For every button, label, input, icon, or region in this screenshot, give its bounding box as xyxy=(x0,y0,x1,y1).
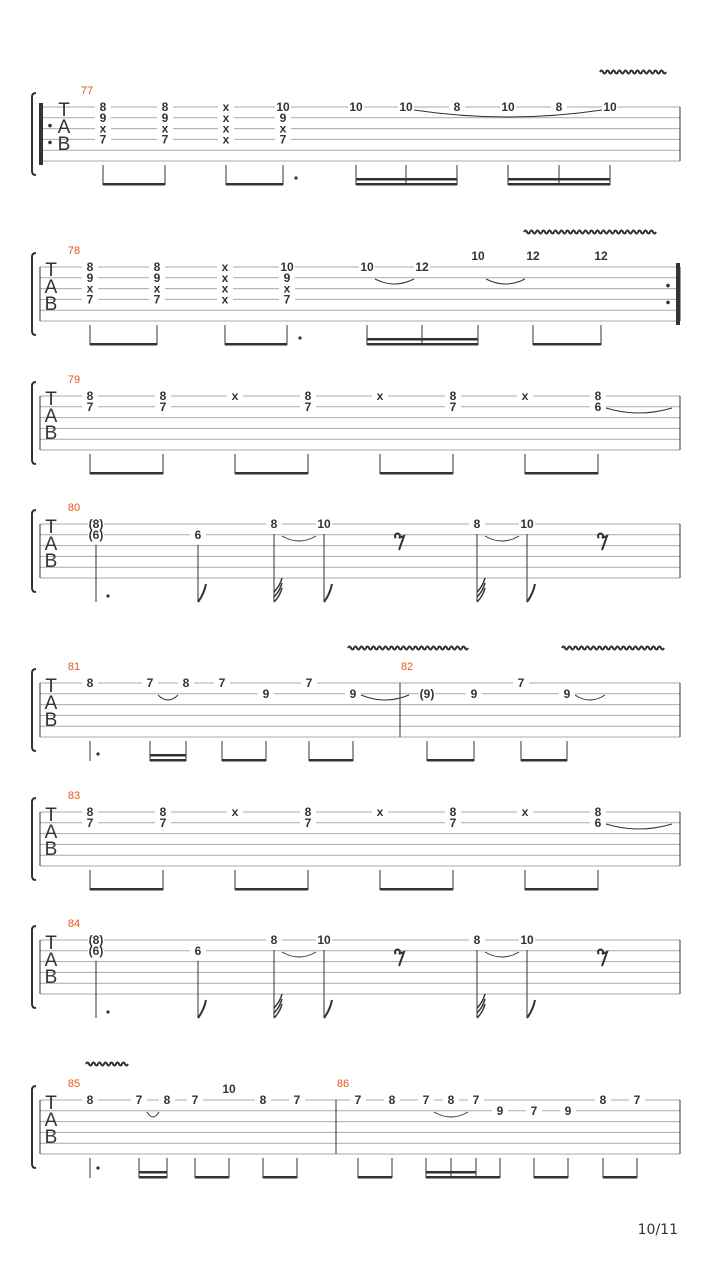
vibrato-mark xyxy=(348,647,468,650)
fret-number: 8 xyxy=(86,389,94,403)
fret-number: x xyxy=(283,281,291,296)
tie-slur xyxy=(486,279,525,284)
tab-clef-letter-a: A xyxy=(44,277,58,298)
fret-number: x xyxy=(521,389,529,403)
tie-slur xyxy=(282,952,316,957)
measure-number: 82 xyxy=(400,661,414,673)
fret-number: 8 xyxy=(270,517,278,531)
fret-number: 10 xyxy=(280,260,294,274)
tab-clef-letter-b: B xyxy=(44,710,58,731)
beam xyxy=(356,183,457,186)
eighth-rest xyxy=(598,533,607,550)
tie-slur xyxy=(158,695,178,700)
fret-number: 7 xyxy=(304,815,312,830)
tie-slur xyxy=(361,695,409,700)
fret-number: 6 xyxy=(194,943,202,958)
fret-number: 7 xyxy=(449,399,457,414)
note-flag xyxy=(324,584,332,602)
fret-number: x xyxy=(222,100,230,114)
fret-number: 7 xyxy=(279,132,287,147)
system-bracket xyxy=(32,382,36,464)
fret-number: 7 xyxy=(135,1093,143,1107)
system-bracket xyxy=(32,253,36,335)
beam xyxy=(90,472,163,475)
beam xyxy=(358,1176,392,1179)
fret-number: 8 xyxy=(182,676,190,690)
tie-slur xyxy=(575,695,605,700)
fret-number: x xyxy=(221,260,229,274)
tie-slur xyxy=(606,824,672,829)
fret-number: 8 xyxy=(163,1093,171,1107)
fret-number: 10 xyxy=(520,933,534,947)
fret-number: x xyxy=(86,281,94,296)
beam xyxy=(225,343,287,346)
fret-number: x xyxy=(222,110,230,125)
fret-number: 7 xyxy=(86,399,94,414)
beam xyxy=(534,1176,568,1179)
fret-number: 8 xyxy=(86,260,94,274)
repeat-dot xyxy=(666,301,670,305)
beam xyxy=(525,472,598,475)
system-bracket xyxy=(32,93,36,175)
beam xyxy=(356,178,457,181)
fret-number: 10 xyxy=(360,260,374,274)
beam xyxy=(309,759,353,762)
tab-clef-letter-b: B xyxy=(44,839,58,860)
fret-number: 8 xyxy=(259,1093,267,1107)
fret-number: 8 xyxy=(594,805,602,819)
fret-number: 8 xyxy=(473,517,481,531)
duration-dot xyxy=(106,1010,109,1013)
fret-number: (6) xyxy=(88,527,104,542)
measure-number: 77 xyxy=(80,85,94,97)
repeat-dot xyxy=(666,284,670,288)
tab-clef-letter-b: B xyxy=(44,1127,58,1148)
fret-number: x xyxy=(222,121,230,136)
beam xyxy=(235,472,308,475)
tie-slur xyxy=(282,536,316,541)
fret-number: 8 xyxy=(159,805,167,819)
fret-number: x xyxy=(231,389,239,403)
tab-clef-letter-b: B xyxy=(44,551,58,572)
beam xyxy=(380,472,453,475)
repeat-dot xyxy=(48,141,52,145)
note-flag xyxy=(198,584,206,602)
fret-number: x xyxy=(279,121,287,136)
beam xyxy=(103,183,165,186)
fret-number: 7 xyxy=(517,676,525,690)
system-bracket xyxy=(32,510,36,592)
beam xyxy=(508,178,610,181)
fret-number: 8 xyxy=(304,805,312,819)
note-flag xyxy=(324,1000,332,1018)
fret-number: 7 xyxy=(161,132,169,147)
system-bracket xyxy=(32,1086,36,1168)
fret-number: 7 xyxy=(530,1103,538,1118)
duration-dot xyxy=(106,594,109,597)
fret-number: 9 xyxy=(496,1103,504,1118)
fret-number: 8 xyxy=(599,1093,607,1107)
fret-number: (8) xyxy=(88,933,104,947)
beam xyxy=(90,888,163,891)
fret-number: 10 xyxy=(501,100,515,114)
duration-dot xyxy=(294,176,297,179)
fret-number: x xyxy=(222,132,230,147)
system-bracket xyxy=(32,926,36,1008)
beam xyxy=(235,888,308,891)
fret-number: x xyxy=(99,121,107,136)
beam xyxy=(367,338,478,341)
fret-number: 7 xyxy=(146,676,154,690)
measure-number: 86 xyxy=(336,1078,350,1090)
fret-number: 8 xyxy=(388,1093,396,1107)
tab-clef-letter-a: A xyxy=(44,950,58,971)
beam xyxy=(195,1176,229,1179)
repeat-dot xyxy=(48,124,52,128)
measure-number: 80 xyxy=(67,502,81,514)
fret-number: x xyxy=(153,281,161,296)
fret-number: 9 xyxy=(161,110,169,125)
fret-number: 6 xyxy=(594,815,602,830)
tie-slur xyxy=(485,536,519,541)
fret-number: 7 xyxy=(472,1093,480,1107)
fret-number: (6) xyxy=(88,943,104,958)
fret-number: 8 xyxy=(86,1093,94,1107)
beam xyxy=(263,1176,297,1179)
measure-number: 85 xyxy=(67,1078,81,1090)
measure-number: 81 xyxy=(67,661,81,673)
fret-number: 7 xyxy=(191,1093,199,1107)
duration-dot xyxy=(298,336,301,339)
measure-number: 84 xyxy=(67,918,81,930)
vibrato-mark xyxy=(600,71,666,74)
tab-clef-letter-b: B xyxy=(44,967,58,988)
beam xyxy=(521,759,567,762)
repeat-end-bar xyxy=(676,263,680,325)
fret-number: 8 xyxy=(86,805,94,819)
measure-number: 78 xyxy=(67,245,81,257)
fret-number: 10 xyxy=(276,100,290,114)
tab-clef-letter-t: T xyxy=(45,805,57,826)
tie-slur xyxy=(485,952,519,957)
fret-number: x xyxy=(231,805,239,819)
beam xyxy=(426,1176,500,1179)
tab-clef-letter-t: T xyxy=(45,933,57,954)
fret-number: 8 xyxy=(304,389,312,403)
fret-number: 8 xyxy=(161,100,169,114)
fret-number: 9 xyxy=(470,686,478,701)
tie-slur xyxy=(375,279,414,284)
fret-number: 7 xyxy=(218,676,226,690)
fret-number: 12 xyxy=(526,249,540,264)
fret-number: 8 xyxy=(153,260,161,274)
fret-number: 9 xyxy=(86,270,94,285)
fret-number: 8 xyxy=(473,933,481,947)
fret-number: (8) xyxy=(88,517,104,531)
fret-number: 8 xyxy=(159,389,167,403)
fret-number: 10 xyxy=(349,100,363,114)
beam xyxy=(222,759,266,762)
fret-number: 10 xyxy=(317,517,331,531)
fret-number: 6 xyxy=(194,527,202,542)
fret-number: 7 xyxy=(283,292,291,307)
fret-number: 7 xyxy=(422,1093,430,1107)
fret-number: 7 xyxy=(633,1093,641,1107)
fret-number: x xyxy=(221,270,229,285)
beam xyxy=(508,183,610,186)
measure-number: 83 xyxy=(67,790,81,802)
fret-number: 10 xyxy=(317,933,331,947)
tie-slur xyxy=(147,1112,159,1117)
system-bracket xyxy=(32,798,36,880)
fret-number: 8 xyxy=(594,389,602,403)
eighth-rest xyxy=(598,950,607,967)
beam xyxy=(150,754,186,757)
fret-number: 7 xyxy=(304,399,312,414)
fret-number: 9 xyxy=(349,686,357,701)
fret-number: 8 xyxy=(86,676,94,690)
fret-number: 9 xyxy=(279,110,287,125)
beam xyxy=(380,888,453,891)
fret-number: 12 xyxy=(415,260,429,274)
tab-clef-letter-a: A xyxy=(44,693,58,714)
eighth-rest xyxy=(395,950,404,967)
fret-number: 7 xyxy=(305,676,313,690)
fret-number: 8 xyxy=(270,933,278,947)
eighth-rest xyxy=(395,533,404,550)
system-bracket xyxy=(32,669,36,751)
fret-number: 6 xyxy=(594,399,602,414)
fret-number: 10 xyxy=(603,100,617,114)
tab-clef-letter-b: B xyxy=(57,134,71,155)
page-number: 10/11 xyxy=(637,1222,678,1238)
fret-number: (9) xyxy=(419,686,435,701)
fret-number: 9 xyxy=(564,1103,572,1118)
beam xyxy=(139,1171,167,1174)
fret-number: 8 xyxy=(447,1093,455,1107)
tab-clef-letter-t: T xyxy=(45,676,57,697)
fret-number: 8 xyxy=(453,100,461,114)
tab-clef-letter-b: B xyxy=(44,423,58,444)
fret-number: 8 xyxy=(449,805,457,819)
duration-dot xyxy=(96,1166,99,1169)
fret-number: x xyxy=(376,805,384,819)
fret-number: 7 xyxy=(354,1093,362,1107)
note-flag xyxy=(198,1000,206,1018)
fret-number: 12 xyxy=(594,249,608,264)
duration-dot xyxy=(96,752,99,755)
fret-number: 7 xyxy=(159,815,167,830)
fret-number: 8 xyxy=(555,100,563,114)
fret-number: 7 xyxy=(86,292,94,307)
fret-number: 10 xyxy=(222,1082,236,1097)
fret-number: 10 xyxy=(520,517,534,531)
fret-number: 9 xyxy=(262,686,270,701)
beam xyxy=(603,1176,637,1179)
fret-number: x xyxy=(221,281,229,296)
fret-number: 9 xyxy=(283,270,291,285)
fret-number: 7 xyxy=(153,292,161,307)
fret-number: 7 xyxy=(159,399,167,414)
fret-number: 9 xyxy=(153,270,161,285)
vibrato-mark xyxy=(562,647,664,650)
beam xyxy=(367,343,478,346)
fret-number: 8 xyxy=(99,100,107,114)
beam xyxy=(139,1176,167,1179)
tab-clef-letter-a: A xyxy=(44,406,58,427)
fret-number: x xyxy=(376,389,384,403)
tab-clef-letter-t: T xyxy=(45,260,57,281)
beam xyxy=(226,183,283,186)
tab-clef-letter-a: A xyxy=(44,822,58,843)
vibrato-mark xyxy=(524,231,656,234)
fret-number: 9 xyxy=(99,110,107,125)
fret-number: 7 xyxy=(99,132,107,147)
tab-clef-letter-a: A xyxy=(57,117,71,138)
fret-number: 7 xyxy=(86,815,94,830)
fret-number: 7 xyxy=(449,815,457,830)
fret-number: x xyxy=(161,121,169,136)
measure-number: 79 xyxy=(67,374,81,386)
beam xyxy=(427,759,474,762)
tab-clef-letter-t: T xyxy=(45,1093,57,1114)
tab-clef-letter-a: A xyxy=(44,1110,58,1131)
tab-clef-letter-t: T xyxy=(45,517,57,538)
fret-number: 10 xyxy=(471,249,485,264)
tab-clef-letter-t: T xyxy=(58,100,70,121)
tab-clef-letter-b: B xyxy=(44,294,58,315)
beam xyxy=(533,343,601,346)
note-flag xyxy=(527,584,535,602)
beam xyxy=(525,888,598,891)
fret-number: 8 xyxy=(449,389,457,403)
beam xyxy=(426,1171,476,1174)
repeat-start-bar xyxy=(39,103,43,165)
vibrato-mark xyxy=(86,1063,128,1066)
fret-number: x xyxy=(521,805,529,819)
fret-number: 10 xyxy=(399,100,413,114)
fret-number: 9 xyxy=(563,686,571,701)
tie-slur xyxy=(434,1112,468,1117)
fret-number: 7 xyxy=(293,1093,301,1107)
tab-clef-letter-a: A xyxy=(44,534,58,555)
fret-number: x xyxy=(221,292,229,307)
beam xyxy=(150,759,186,762)
note-flag xyxy=(527,1000,535,1018)
beam xyxy=(90,343,157,346)
tab-clef-letter-t: T xyxy=(45,389,57,410)
tie-slur xyxy=(606,408,672,413)
